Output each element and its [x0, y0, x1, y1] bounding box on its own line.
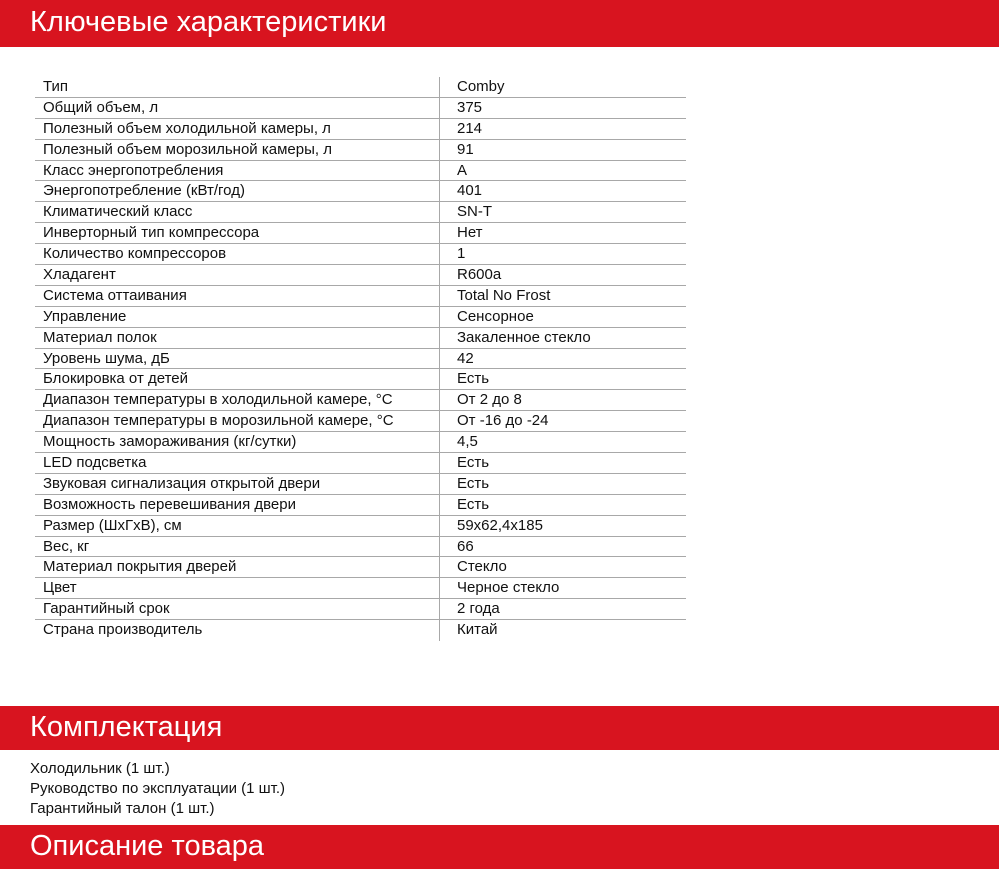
spec-value: Есть — [457, 454, 490, 472]
spec-value: Сенсорное — [457, 307, 534, 325]
specs-table — [35, 77, 686, 641]
spec-value: Закаленное стекло — [457, 328, 591, 346]
spec-value: A — [457, 161, 468, 179]
spec-label: Климатический класс — [35, 202, 440, 222]
spec-value: 375 — [457, 98, 483, 116]
spec-row — [35, 620, 686, 641]
spec-row — [35, 516, 686, 537]
spec-row — [35, 265, 686, 286]
spec-label: Звуковая сигнализация открытой двери — [35, 474, 440, 494]
spec-row — [35, 578, 686, 599]
spec-label: Гарантийный срок — [35, 599, 440, 619]
spec-row — [35, 495, 686, 516]
spec-value: Comby — [457, 78, 505, 95]
spec-row — [35, 223, 686, 244]
package-list — [30, 759, 285, 819]
spec-value: От 2 до 8 — [457, 391, 522, 409]
spec-label: Диапазон температуры в морозильной камере, °С — [35, 411, 440, 431]
spec-value: От -16 до -24 — [457, 412, 549, 430]
spec-row — [35, 244, 686, 265]
spec-label: Диапазон температуры в холодильной камере, °С — [35, 390, 440, 410]
spec-label: Энергопотребление (кВт/год) — [35, 181, 440, 201]
spec-value: 66 — [457, 537, 474, 555]
spec-label: Количество компрессоров — [35, 244, 440, 264]
spec-row — [35, 328, 686, 349]
spec-row — [35, 557, 686, 578]
spec-value: Нет — [457, 224, 483, 242]
spec-value: Черное стекло — [457, 579, 560, 597]
spec-value: Есть — [457, 474, 490, 492]
spec-row — [35, 77, 686, 98]
spec-value: Китай — [457, 621, 498, 639]
specs-section-header: Ключевые характеристики — [0, 0, 999, 47]
spec-label: Инверторный тип компрессора — [35, 223, 440, 243]
spec-label: Размер (ШхГхВ), см — [35, 516, 440, 536]
package-section-header: Комплектация — [0, 706, 999, 750]
spec-row — [35, 181, 686, 202]
spec-label: Материал полок — [35, 328, 440, 348]
spec-row — [35, 140, 686, 161]
spec-value: 1 — [457, 245, 466, 263]
spec-row — [35, 307, 686, 328]
spec-value: R600a — [457, 266, 502, 284]
spec-value: 214 — [457, 119, 483, 137]
spec-value: 91 — [457, 140, 474, 158]
spec-value: 59х62,4х185 — [457, 516, 543, 534]
spec-row — [35, 286, 686, 307]
spec-label: Возможность перевешивания двери — [35, 495, 440, 515]
spec-row — [35, 202, 686, 223]
spec-label: Мощность замораживания (кг/сутки) — [35, 432, 440, 452]
spec-row — [35, 119, 686, 140]
spec-label: Полезный объем морозильной камеры, л — [35, 140, 440, 160]
spec-label: Страна производитель — [35, 620, 440, 641]
spec-value: SN-T — [457, 203, 492, 221]
spec-label: Блокировка от детей — [35, 369, 440, 389]
spec-value: 401 — [457, 182, 483, 200]
spec-label: Хладагент — [35, 265, 440, 285]
spec-row — [35, 369, 686, 390]
package-item: Руководство по эксплуатации (1 шт.) — [30, 780, 286, 797]
spec-row — [35, 432, 686, 453]
spec-label: Уровень шума, дБ — [35, 349, 440, 369]
spec-value: Есть — [457, 495, 490, 513]
spec-label: Цвет — [35, 578, 440, 598]
spec-row — [35, 537, 686, 558]
spec-row — [35, 98, 686, 119]
spec-label: Полезный объем холодильной камеры, л — [35, 119, 440, 139]
package-item: Холодильник (1 шт.) — [30, 760, 170, 777]
spec-value: Есть — [457, 370, 490, 388]
spec-label: LED подсветка — [35, 453, 440, 473]
spec-row — [35, 390, 686, 411]
spec-value: 4,5 — [457, 433, 478, 451]
spec-row — [35, 161, 686, 182]
spec-value: Стекло — [457, 558, 507, 576]
spec-label: Система оттаивания — [35, 286, 440, 306]
spec-value: Total No Frost — [457, 286, 551, 304]
spec-row — [35, 453, 686, 474]
spec-row — [35, 411, 686, 432]
package-item: Гарантийный талон (1 шт.) — [30, 800, 215, 817]
spec-label: Управление — [35, 307, 440, 327]
spec-row — [35, 349, 686, 370]
spec-label: Вес, кг — [35, 537, 440, 557]
description-section-header: Описание товара — [0, 825, 999, 869]
spec-value: 2 года — [457, 600, 500, 618]
spec-value: 42 — [457, 349, 474, 367]
spec-label: Класс энергопотребления — [35, 161, 440, 181]
spec-row — [35, 599, 686, 620]
spec-label: Общий объем, л — [35, 98, 440, 118]
spec-label: Тип — [35, 77, 440, 97]
spec-label: Материал покрытия дверей — [35, 557, 440, 577]
spec-row — [35, 474, 686, 495]
